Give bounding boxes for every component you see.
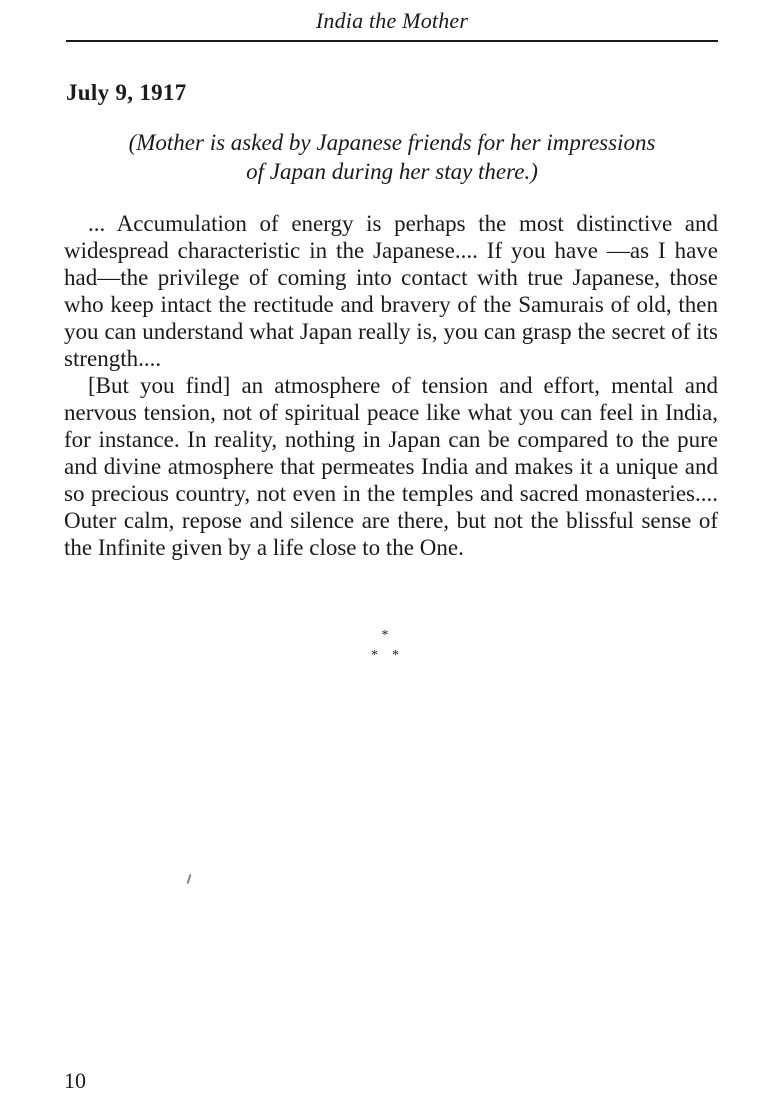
section-break-asterism bbox=[340, 626, 430, 666]
asterism-top-star: * bbox=[381, 628, 389, 643]
running-head: India the Mother bbox=[315, 8, 469, 33]
asterism-right-star: * bbox=[392, 648, 399, 663]
header-rule bbox=[66, 40, 718, 42]
asterism-left-star: * bbox=[371, 648, 378, 663]
paragraph-1: ... Accumulation of energy is perhaps the most distinctive and widespread characteristic in the Japanese.... If you have —as I have had—the privilege of coming into contact with true Japanese, those who keep intact the rectitude and bravery of the Samurais of old, then you can understand what Japan really is, you can grasp the secret of its strength.... bbox=[64, 211, 718, 371]
asterism-bottom-row bbox=[340, 646, 430, 666]
paper-speck bbox=[187, 874, 192, 884]
editorial-note-line-2: of Japan during her stay there.) bbox=[246, 159, 538, 184]
paragraph-2: [But you find] an atmosphere of tension and effort, mental and nervous tension, not of spiritual peace like what you can feel in India, for instance. In reality, nothing in Japan can be compared to the pure and divine atmosphere that permeates India and makes it a unique and so precious country, not even in the temples and sacred monasteries.... Outer calm, repose and silence are there, but not the blissful sense of the Infinite given by a life close to the One. bbox=[64, 373, 718, 560]
entry-date: July 9, 1917 bbox=[66, 80, 187, 105]
page-number: 10 bbox=[64, 1068, 86, 1093]
editorial-note-line-1: (Mother is asked by Japanese friends for her impressions bbox=[128, 130, 656, 155]
editorial-note bbox=[66, 128, 718, 186]
body-text bbox=[64, 210, 718, 561]
